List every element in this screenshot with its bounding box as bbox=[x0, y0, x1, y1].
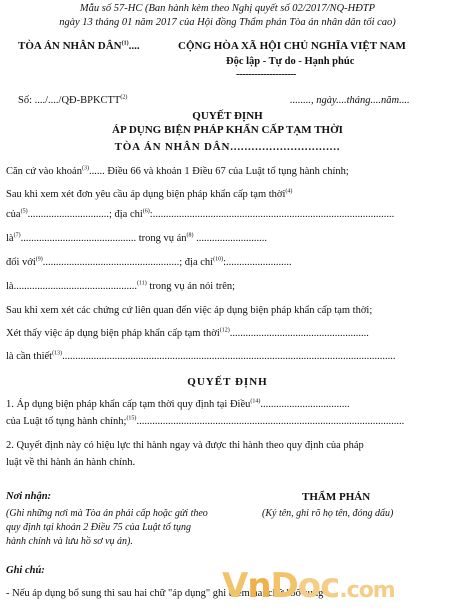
recipients-line2: quy định tại khoản 2 Điều 75 của Luật tố tụng bbox=[6, 522, 191, 533]
evidence-paragraph: Sau khi xem xét các chứng cứ liên quan đến việc áp dụng biện pháp khẩn cấp tạm thời; bbox=[6, 305, 373, 316]
necessity-line: là cần thiết$^{(13)}$............................................................................................................................... bbox=[6, 350, 396, 362]
state-motto: Độc lập - Tự do - Hạnh phúc bbox=[226, 56, 355, 67]
judge-title: THẨM PHÁN bbox=[302, 491, 371, 503]
place-date: ........, ngày....tháng....năm.... bbox=[290, 95, 410, 106]
notes-line1: - Nếu áp dụng bổ sung thì sau hai chữ "áp dụng" ghi thêm hai chữ "bổ sung". bbox=[6, 588, 331, 599]
recipients-label: Nơi nhận: bbox=[6, 491, 52, 502]
consideration-line: Xét thấy việc áp dụng biện pháp khẩn cấp tạm thời$^{(12)}$..................................................... bbox=[6, 327, 369, 339]
state-rule: -------------------- bbox=[236, 69, 296, 80]
court-name: TÒA ÁN NHÂN DÂN$^{(1)}$.... bbox=[18, 40, 140, 52]
decision-subtitle: ÁP DỤNG BIỆN PHÁP KHẨN CẤP TẠM THỜI bbox=[112, 124, 343, 136]
state-title: CỘNG HÒA XÃ HỘI CHỦ NGHĨA VIỆT NAM bbox=[178, 40, 406, 52]
respondent-line: đối với$^{(9)}$....................................................; địa chỉ$^{(10)}$:......................... bbox=[6, 256, 292, 268]
basis-paragraph: Căn cứ vào khoản$^{(3)}$...... Điều 66 và khoản 1 Điều 67 của Luật tố tụng hành chính; bbox=[6, 165, 349, 177]
form-note-line2: ngày 13 tháng 01 năm 2017 của Hội đồng Thẩm phán Tòa án nhân dân tối cao) bbox=[59, 17, 396, 28]
decision-item-2: 2. Quyết định này có hiệu lực thi hành ngay và được thi hành theo quy định của pháp bbox=[6, 440, 364, 451]
notes-label: Ghi chú: bbox=[6, 565, 45, 576]
vndoc-watermark-logo: VnDoc.com bbox=[222, 566, 395, 606]
decision-item-1-cont: của Luật tố tụng hành chính;$^{(15)}$...................................................................................................... bbox=[6, 415, 405, 427]
respondent-role-line: là...............................................$^{(11)}$ trong vụ án nói trên; bbox=[6, 280, 236, 292]
recipients-line1: (Ghi những nơi mà Tòa án phải cấp hoặc gửi theo bbox=[6, 508, 208, 519]
judge-note: (Ký tên, ghi rõ họ tên, đóng dấu) bbox=[262, 508, 394, 519]
decision-title: QUYẾT ĐỊNH bbox=[192, 110, 263, 122]
role-line: $là^{(7)}$............................................ trong vụ $án^{(8)}$ ........................... bbox=[6, 232, 268, 244]
decision-section-title: QUYẾT ĐỊNH bbox=[187, 376, 268, 388]
requester-line: của$^{(5)}$...............................; địa chỉ$^{(6)}$:............................................................................................ bbox=[6, 208, 395, 220]
court-heading: TÒA ÁN NHÂN DÂN............................... bbox=[114, 141, 341, 153]
recipients-line3: hành chính và lưu hồ sơ vụ án). bbox=[6, 536, 133, 547]
decision-item-2-cont: luật về thi hành án hành chính. bbox=[6, 457, 136, 468]
request-paragraph: Sau khi xem xét đơn yêu cầu áp dụng biện pháp khẩn cấp tạm thời$^{(4)}$ bbox=[6, 188, 293, 200]
decision-item-1: 1. Áp dụng biện pháp khẩn cấp tạm thời quy định tại Điều$^{(14)}$.................................. bbox=[6, 398, 350, 410]
decision-number: Số: ..../..../QĐ-BPKCTT$^{(2)}$ bbox=[18, 94, 128, 106]
form-note-line1: Mẫu số 57-HC (Ban hành kèm theo Nghị quyết số 02/2017/NQ-HĐTP bbox=[79, 3, 376, 14]
